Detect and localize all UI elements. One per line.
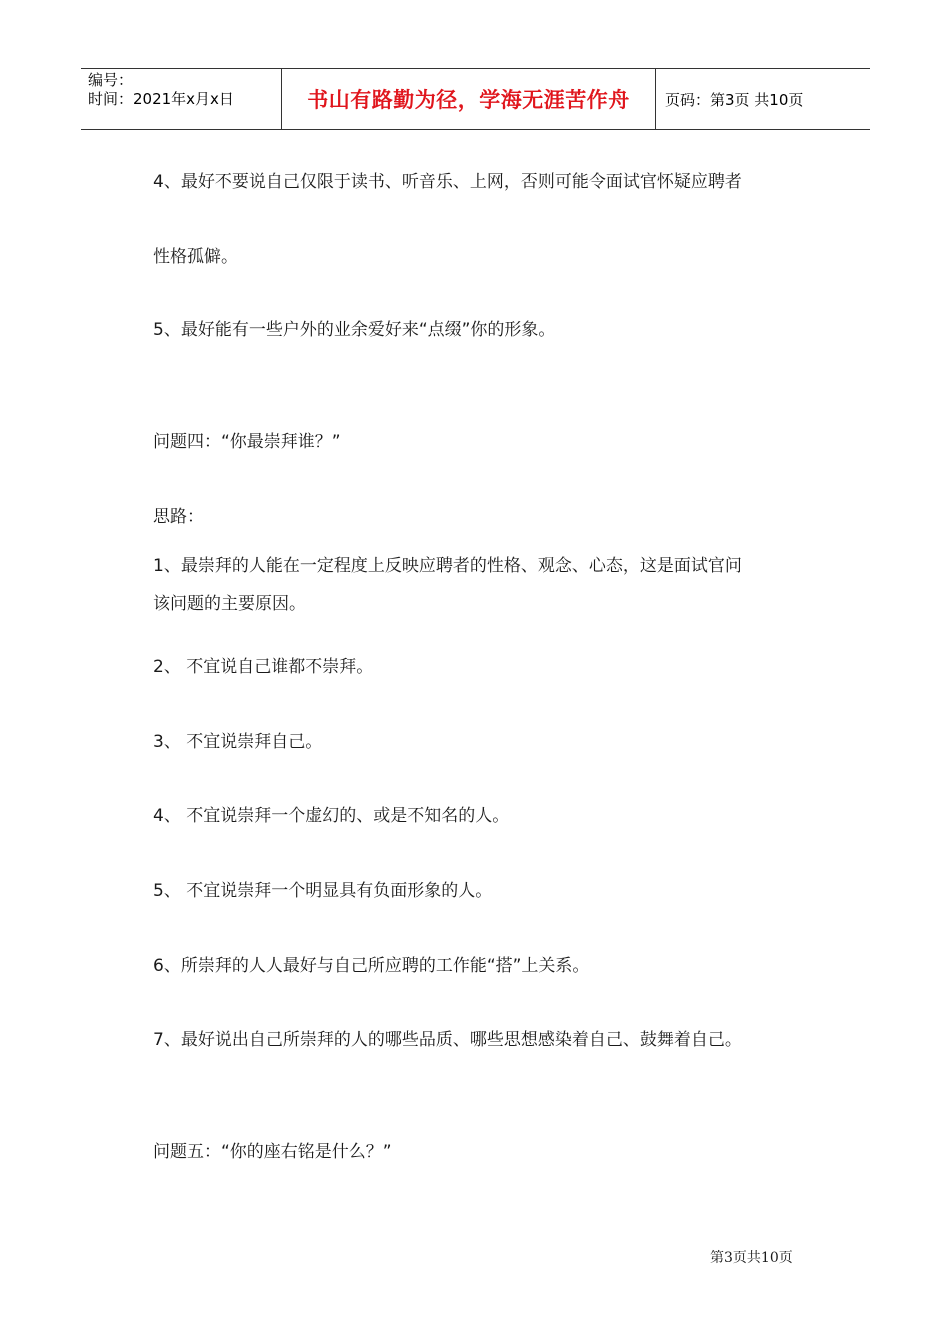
paragraph-line: 性格孤僻。 [153,247,238,267]
list-item: 6、所崇拜的人人最好与自己所应聘的工作能“搭”上关系。 [153,956,590,976]
list-item: 5、 不宜说崇拜一个明显具有负面形象的人。 [153,881,493,901]
section-label: 思路： [153,507,204,527]
page-footer: 第3页共10页 [710,1250,793,1266]
motto-text: 书山有路勤为径，学海无涯苦作舟 [307,88,630,112]
list-item: 4、 不宜说崇拜一个虚幻的、或是不知名的人。 [153,806,510,826]
paragraph-line: 1、最崇拜的人能在一定程度上反映应聘者的性格、观念、心态，这是面试官问 [153,556,742,576]
list-item: 7、最好说出自己所崇拜的人的哪些品质、哪些思想感染着自己、鼓舞着自己。 [153,1030,742,1050]
paragraph-line: 4、最好不要说自己仅限于读书、听音乐、上网，否则可能令面试官怀疑应聘者 [153,172,742,192]
header-meta [81,69,282,129]
list-item: 2、 不宜说自己谁都不崇拜。 [153,657,374,677]
question-heading: 问题四：“你最崇拜谁？” [153,432,341,452]
list-item: 3、 不宜说崇拜自己。 [153,732,323,752]
question-heading: 问题五：“你的座右铭是什么？” [153,1142,392,1162]
header-page-cell [656,69,870,129]
page-header [81,68,870,130]
paragraph-line: 该问题的主要原因。 [153,594,306,614]
number-label: 编号： [88,71,134,89]
paragraph-line: 5、最好能有一些户外的业余爱好来“点缀”你的形象。 [153,320,556,340]
header-motto-cell [282,69,656,129]
page-label: 页码：第3页 共10页 [665,90,804,109]
time-label: 时间：2021年x月x日 [88,90,234,108]
